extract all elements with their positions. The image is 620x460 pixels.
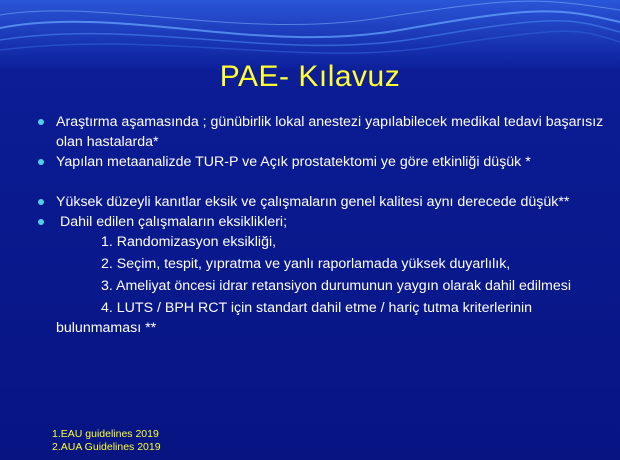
- sub-list: [38, 232, 608, 338]
- sub-item: [56, 232, 608, 252]
- bullet-item: [38, 112, 608, 152]
- references: [52, 428, 161, 454]
- bullet-text: Yüksek düzeyli kanıtlar eksik ve çalışmaların genel kalitesi aynı derecede düşük**: [56, 194, 570, 210]
- bullet-icon: [38, 199, 44, 205]
- sub-item-text: 3. Ameliyat öncesi idrar retansiyon durumunun yaygın olarak dahil edilmesi: [101, 278, 572, 294]
- bullet-text: Yapılan metaanalizde TUR-P ve Açık prostatektomi ye göre etkinliği düşük *: [56, 154, 531, 170]
- bullet-icon: [38, 219, 44, 225]
- sub-item-text: 4. LUTS / BPH RCT için standart dahil etme / hariç tutma kriterlerinin bulunmaması **: [56, 300, 533, 336]
- bullet-text: Dahil edilen çalışmaların eksiklikleri;: [56, 214, 288, 230]
- sub-item-text: 1. Randomizasyon eksikliği,: [101, 234, 277, 250]
- bullet-icon: [38, 119, 44, 125]
- sub-item: [56, 254, 608, 274]
- reference-item: 2.AUA Guidelines 2019: [52, 441, 161, 453]
- reference-item: 1.EAU guidelines 2019: [52, 428, 159, 440]
- sub-item: [56, 276, 608, 296]
- sub-item: [56, 298, 608, 338]
- bullet-list: [38, 112, 608, 338]
- bullet-icon: [38, 159, 44, 165]
- bullet-item: [38, 212, 608, 232]
- slide-title: PAE- Kılavuz: [219, 60, 401, 93]
- bullet-item: [38, 192, 608, 212]
- bullet-text: Araştırma aşamasında ; günübirlik lokal anestezi yapılabilecek medikal tedavi başarısız olan hastalarda*: [56, 114, 604, 150]
- bullet-item: [38, 152, 608, 172]
- sub-item-text: 2. Seçim, tespit, yıpratma ve yanlı raporlamada yüksek duyarlılık,: [101, 256, 511, 272]
